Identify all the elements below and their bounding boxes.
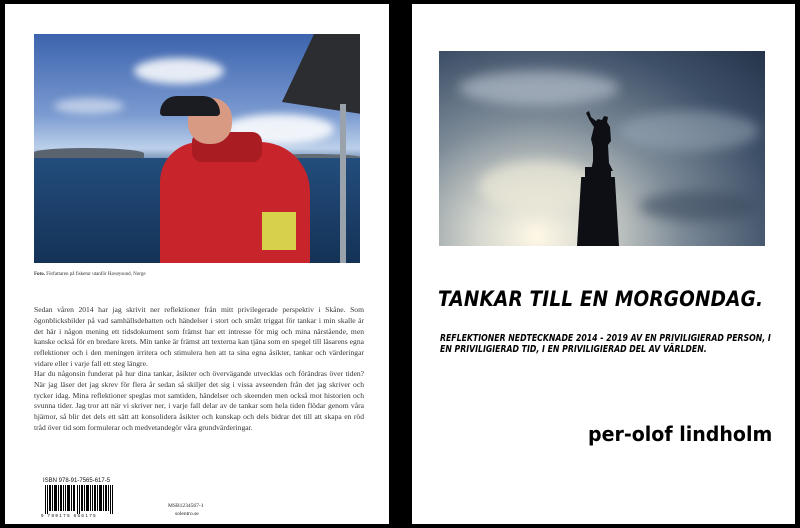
caption-text: Författaren på fisketur utanför Havøysund, Norge (46, 272, 146, 277)
blurb-paragraph-1: Sedan våren 2014 har jag skrivit ner reflektioner från mitt privilegerade perspektiv i Skåne. Som ögonblicksbilder på vad samhällsdebatten och händelser i stort och smått triggat för tankar i min skalle är det här i någon mening ett tidsdokument som främst har ett intresse för mig och mina närstående, men kanske också för en bredare krets. Min tanke är främst att texterna kan tjäna som en spegel till läsarens egna reflektioner och i den meningen irritera och stimulera hen att ta sina egna åsikter, tankar och värderingar vidare eller i varje fall ett steg längre. (34, 305, 364, 368)
caption-label: Foto. (34, 272, 45, 277)
book-subtitle: REFLEKTIONER NEDTECKNADE 2014 - 2019 AV EN PRIVILIGIERAD PERSON, I EN PRIVILIGIERAD TID, I EN PRIVILIGIERAD DEL AV VÄRLDEN. (440, 333, 771, 355)
isbn-number: ISBN 978-91-7565-617-5 (43, 478, 111, 484)
blurb-paragraph-2: Har du någonsin funderat på hur dina tankar, åsikter och övervägande utvecklas och förändras över tiden? När jag läser det jag skrev för flera år sedan så skiljer det sig i vissa avseenden från det jag skriver och tycker idag. Mina reflektioner speglas mot samtiden, händelser och skeenden men också mot historien och svunna tider. Jag tror att när vi skriver ner, i varje fall delar av de tankar som hela tiden flödar genom våra hjärnor, så blir det dels ett sätt att konsolidera åsikter och kunskap och dels bidrar det till att skapa en röd tråd över tid som formulerar och medvetandegör våra grundvärderingar. (34, 369, 364, 432)
msb-code: MSB1234567-1 (168, 503, 204, 509)
book-title: TANKAR TILL EN MORGONDAG. (438, 287, 764, 312)
publisher-url: solentro.se (175, 511, 199, 517)
statue-silhouette-icon (580, 111, 620, 171)
statue-sky-photo (439, 51, 765, 246)
author-boat-photo (34, 34, 360, 263)
back-cover-page (5, 4, 389, 524)
front-cover-page (412, 4, 795, 524)
barcode-icon (45, 485, 115, 514)
barcode-digits: 9 789175 656175 (41, 513, 98, 518)
author-name: per-olof lindholm (588, 422, 773, 446)
photo-caption (34, 272, 364, 277)
